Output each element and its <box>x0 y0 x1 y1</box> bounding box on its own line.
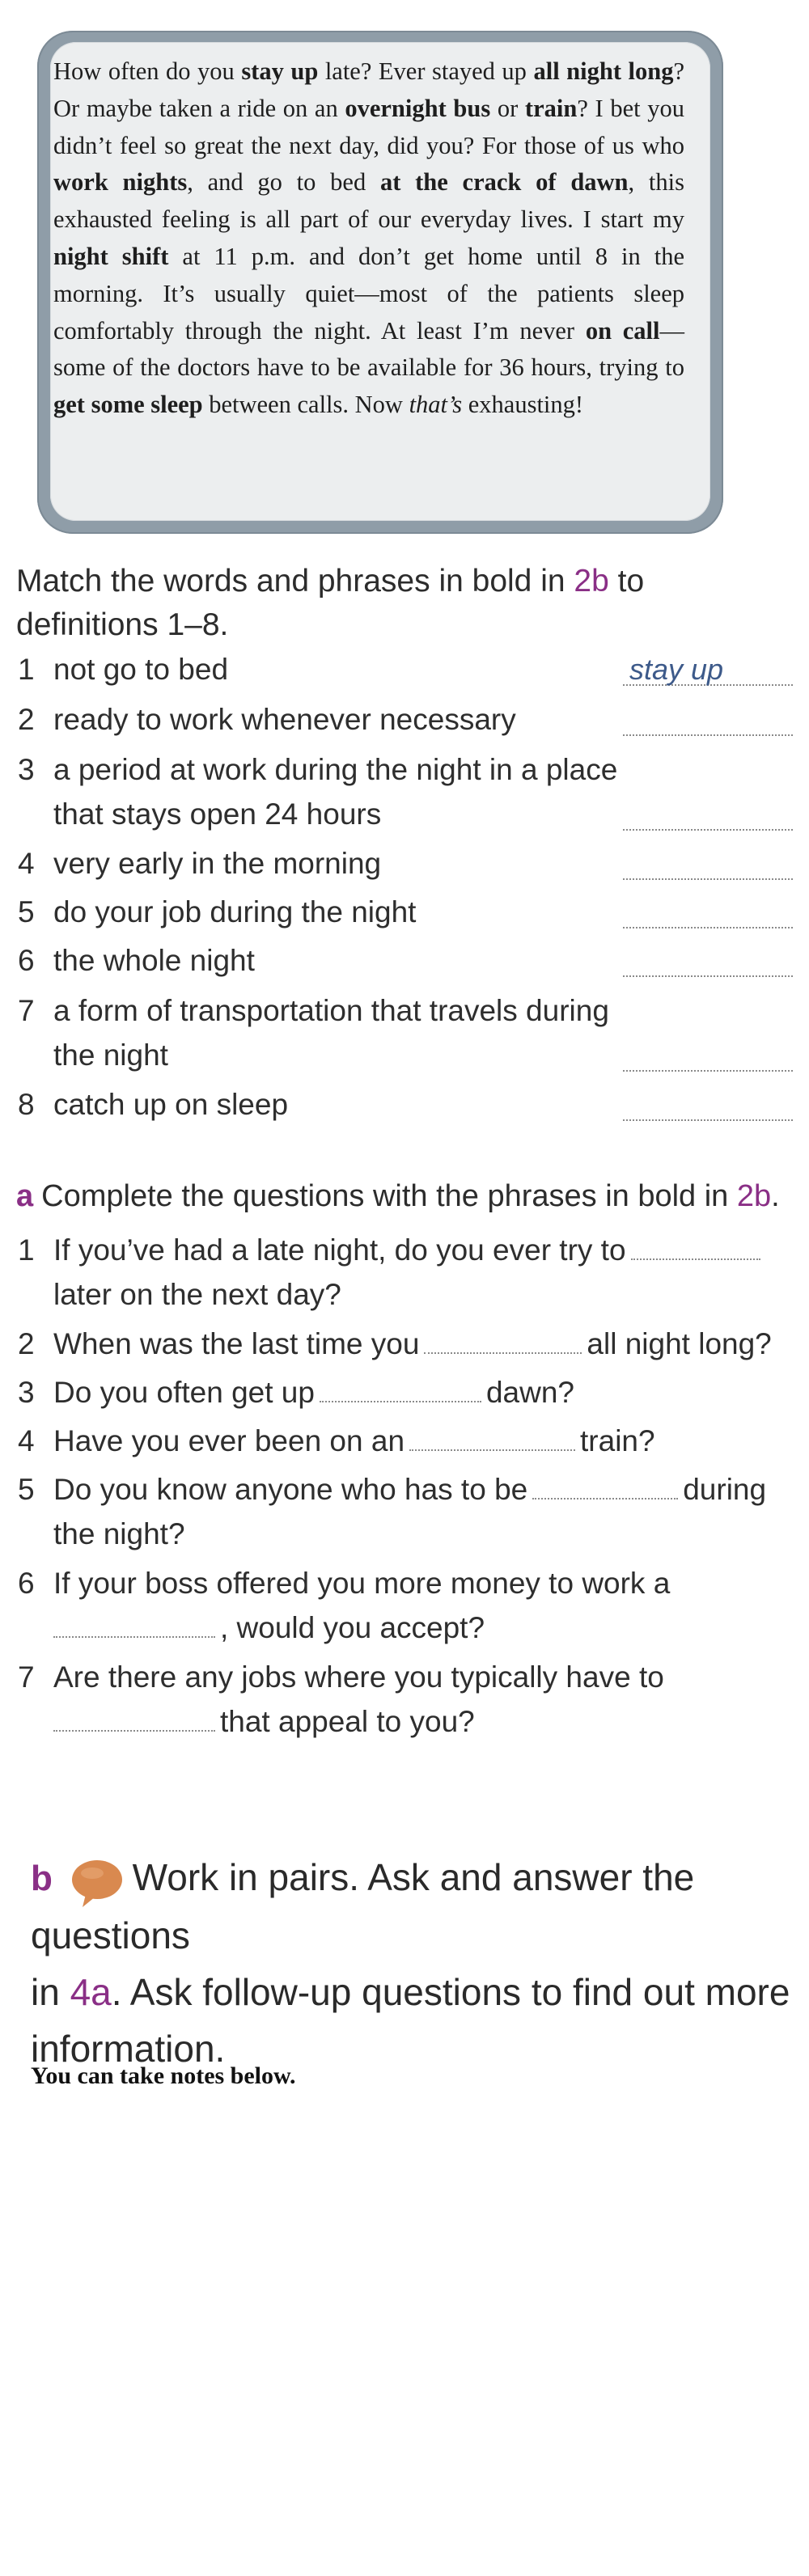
fill-in-blank[interactable] <box>53 1730 215 1732</box>
question-text: Are there any jobs where you typically have to <box>53 1660 664 1694</box>
question-number: 2 <box>18 1327 35 1360</box>
reading-passage <box>53 53 684 424</box>
answer-blank[interactable] <box>623 734 793 736</box>
definition-number: 8 <box>18 1088 35 1121</box>
section-b <box>31 1849 809 2077</box>
passage-text: exhausting! <box>462 391 584 419</box>
match-instruction <box>16 560 793 647</box>
question-text: If you’ve had a late night, do you ever try to <box>53 1233 626 1267</box>
bold-phrase: at the crack of dawn <box>379 168 629 197</box>
bold-phrase: get some sleep <box>53 391 203 419</box>
passage-text: or <box>490 94 525 122</box>
fill-in-blank[interactable] <box>320 1401 481 1402</box>
bold-phrase: train <box>524 94 578 122</box>
question-line <box>53 1467 766 1512</box>
definition-text: ready to work whenever necessary <box>53 703 516 736</box>
bold-phrase: stay up <box>241 57 319 85</box>
passage-text: —some of the doctors have to be available for 36 hours, trying to <box>53 316 684 382</box>
definition-number: 7 <box>18 994 35 1027</box>
question-text: , would you accept? <box>220 1611 485 1644</box>
speech-bubble-icon <box>68 1859 125 1909</box>
section-b-letter: b <box>31 1859 53 1898</box>
question-line <box>53 1561 670 1605</box>
bold-phrase: overnight bus <box>345 94 491 122</box>
question-text: Do you often get up <box>53 1376 315 1409</box>
passage-text: late? Ever stayed up <box>318 57 534 85</box>
definition-text: do your job during the night <box>53 895 417 928</box>
question-line <box>53 1272 341 1317</box>
question-text: When was the last time you <box>53 1327 420 1360</box>
question-text: If your boss offered you more money to work a <box>53 1567 671 1600</box>
section-b-line2-pre: in <box>31 1971 70 2013</box>
fill-in-blank[interactable] <box>409 1449 575 1451</box>
fill-in-blank[interactable] <box>53 1636 215 1638</box>
section-a-instruction-end: . <box>771 1179 780 1213</box>
definition-number: 1 <box>18 653 35 686</box>
question-line <box>53 1655 664 1699</box>
question-line <box>53 1228 765 1272</box>
passage-text: , and go to bed <box>187 168 380 197</box>
bold-phrase: all night long <box>533 57 674 85</box>
answer-blank[interactable] <box>623 1070 793 1072</box>
question-text: Do you know anyone who has to be <box>53 1473 528 1506</box>
passage-text: at 11 p.m. and don’t get home until 8 in the morning. It’s usually quiet—most of the patients sleep comfortably through the night. At least I’m never <box>53 242 684 345</box>
definition-text: the whole night <box>53 944 255 977</box>
question-line <box>53 1370 574 1415</box>
section-a-instruction-text: Complete the questions with the phrases in bold in <box>41 1179 737 1213</box>
definition-number: 4 <box>18 847 35 880</box>
question-number: 4 <box>18 1424 35 1457</box>
question-number: 3 <box>18 1376 35 1409</box>
answer-blank[interactable] <box>623 878 793 880</box>
question-number: 7 <box>18 1660 35 1694</box>
question-number: 5 <box>18 1473 35 1506</box>
question-line <box>53 1605 485 1650</box>
definition-number: 3 <box>18 753 35 786</box>
question-number: 6 <box>18 1567 35 1600</box>
section-b-line2-post: . Ask follow-up questions to find out more <box>111 1971 790 2013</box>
passage-text: that’s <box>409 391 463 419</box>
question-line <box>53 1419 655 1463</box>
question-text: later on the next day? <box>53 1278 341 1311</box>
passage-text: How often do you <box>53 57 242 85</box>
question-line <box>53 1322 772 1366</box>
question-text: the night? <box>53 1517 185 1550</box>
question-text: Have you ever been on an <box>53 1424 405 1457</box>
match-instruction-line2: definitions 1–8. <box>16 607 229 642</box>
bold-phrase: work nights <box>53 168 188 197</box>
question-line <box>53 1512 185 1556</box>
section-a-instruction-ref: 2b <box>736 1179 772 1213</box>
filled-answer: stay up <box>629 653 724 686</box>
definition-text: very early in the morning <box>53 847 382 880</box>
section-b-ref: 4a <box>70 1971 112 2013</box>
definition-number: 2 <box>18 703 35 736</box>
fill-in-blank[interactable] <box>424 1352 582 1354</box>
answer-blank[interactable] <box>623 975 793 977</box>
bold-phrase: night shift <box>53 242 169 270</box>
definition-number: 5 <box>18 895 35 928</box>
passage-text: ? I bet you didn’t feel so great the next day, did you? For those of us who <box>53 94 684 159</box>
section-a-instruction <box>16 1174 780 1218</box>
definition-number: 6 <box>18 944 35 977</box>
passage-text: ? Or maybe taken a ride on an <box>53 57 684 122</box>
definition-text: not go to bed <box>53 653 229 686</box>
question-text: dawn? <box>485 1376 574 1409</box>
match-instruction-text-end: to <box>608 564 645 599</box>
question-text: train? <box>580 1424 655 1457</box>
definition-text: that stays open 24 hours <box>53 797 382 831</box>
fill-in-blank[interactable] <box>532 1498 678 1499</box>
match-instruction-ref: 2b <box>574 564 609 599</box>
question-line <box>53 1699 475 1744</box>
section-a-letter: a <box>16 1179 34 1213</box>
notes-label: You can take notes below. <box>31 2062 296 2089</box>
definition-text: a period at work during the night in a place <box>53 753 618 786</box>
definition-text: the night <box>53 1038 168 1072</box>
answer-blank[interactable] <box>623 829 793 831</box>
answer-blank[interactable] <box>623 927 793 928</box>
section-b-line1: Work in pairs. Ask and answer the questions <box>31 1856 695 1956</box>
definition-text: a form of transportation that travels during <box>53 994 609 1027</box>
section-b-line3: information. <box>31 2028 226 2070</box>
passage-text: , this exhausted feeling is all part of our everyday lives. I start my <box>53 168 684 234</box>
question-text: all night long? <box>587 1327 772 1360</box>
match-instruction-text: Match the words and phrases in bold in <box>16 564 574 599</box>
question-text: that appeal to you? <box>220 1705 475 1738</box>
fill-in-blank[interactable] <box>631 1258 760 1260</box>
question-number: 1 <box>18 1233 35 1267</box>
answer-blank[interactable] <box>623 1119 793 1121</box>
passage-text: between calls. Now <box>202 391 409 419</box>
bold-phrase: on call <box>585 316 660 345</box>
question-text: during <box>683 1473 767 1506</box>
definition-text: catch up on sleep <box>53 1088 289 1121</box>
